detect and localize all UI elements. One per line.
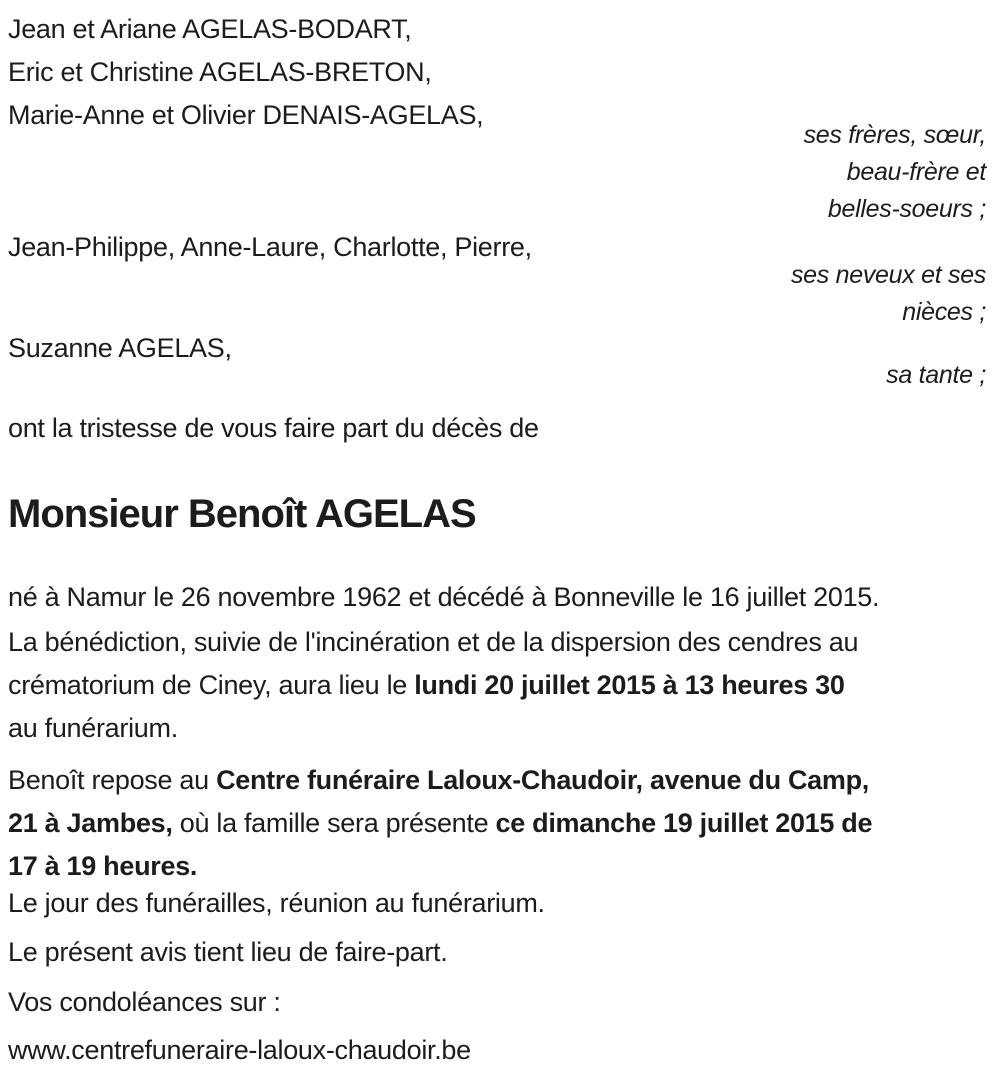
condolences-url-line — [8, 1029, 986, 1072]
family-name-line: Eric et Christine AGELAS-BRETON, — [8, 57, 432, 87]
funeral-day-line — [8, 882, 986, 925]
relation-line: ses frères, sœur, — [803, 121, 986, 149]
ceremony-paragraph — [8, 621, 986, 750]
funeral-home-bold: Centre funéraire Laloux-Chaudoir, avenue du Camp, — [216, 765, 869, 795]
repose-text: Benoît repose au — [8, 765, 217, 795]
family-name-line: Suzanne AGELAS, — [8, 333, 232, 363]
visit-date-bold: ce dimanche 19 juillet 2015 de — [495, 808, 873, 838]
relation-line: belles-soeurs ; — [827, 195, 986, 223]
intro-text: ont la tristesse de vous faire part du décès de — [8, 413, 539, 443]
relation-line: ses neveux et ses — [790, 261, 986, 289]
repose-paragraph — [8, 759, 986, 888]
repose-line-2 — [8, 802, 986, 845]
funeral-home-address-bold: 21 à Jambes, — [8, 808, 173, 838]
life-dates-text: né à Namur le 26 novembre 1962 et décédé à Bonneville le 16 juillet 2015. — [8, 582, 880, 612]
family-name-line: Jean et Ariane AGELAS-BODART, — [8, 14, 412, 44]
family-name-line: Jean-Philippe, Anne-Laure, Charlotte, Pierre, — [8, 232, 532, 262]
funeral-day-text: Le jour des funérailles, réunion au funérarium. — [8, 888, 545, 918]
notice-text: Le présent avis tient lieu de faire-part. — [8, 937, 448, 967]
ceremony-line-2 — [8, 664, 986, 707]
deceased-name-heading: Monsieur Benoît AGELAS — [8, 492, 476, 536]
condolences-label: Vos condoléances sur : — [8, 987, 281, 1017]
condolences-label-line — [8, 981, 986, 1024]
notice-line — [8, 931, 986, 974]
relation-line: beau-frère et — [846, 158, 986, 186]
ceremony-text: La bénédiction, suivie de l'incinération et de la dispersion des cendres au — [8, 627, 859, 657]
repose-line-1 — [8, 759, 986, 802]
repose-text: où la famille sera présente — [172, 808, 496, 838]
family-name-line: Marie-Anne et Olivier DENAIS-AGELAS, — [8, 100, 484, 130]
intro-line — [8, 407, 986, 450]
ceremony-line-3 — [8, 707, 986, 750]
ceremony-line-1 — [8, 621, 986, 664]
relation-line: sa tante ; — [886, 361, 986, 389]
condolences-url[interactable]: www.centrefuneraire-laloux-chaudoir.be — [8, 1035, 471, 1065]
relation-line: nièces ; — [902, 298, 986, 326]
life-dates-line — [8, 576, 986, 619]
ceremony-text: au funérarium. — [8, 713, 178, 743]
visit-hours-bold: 17 à 19 heures. — [8, 851, 198, 881]
ceremony-text: crématorium de Ciney, aura lieu le — [8, 670, 415, 700]
ceremony-datetime-bold: lundi 20 juillet 2015 à 13 heures 30 — [414, 670, 845, 700]
